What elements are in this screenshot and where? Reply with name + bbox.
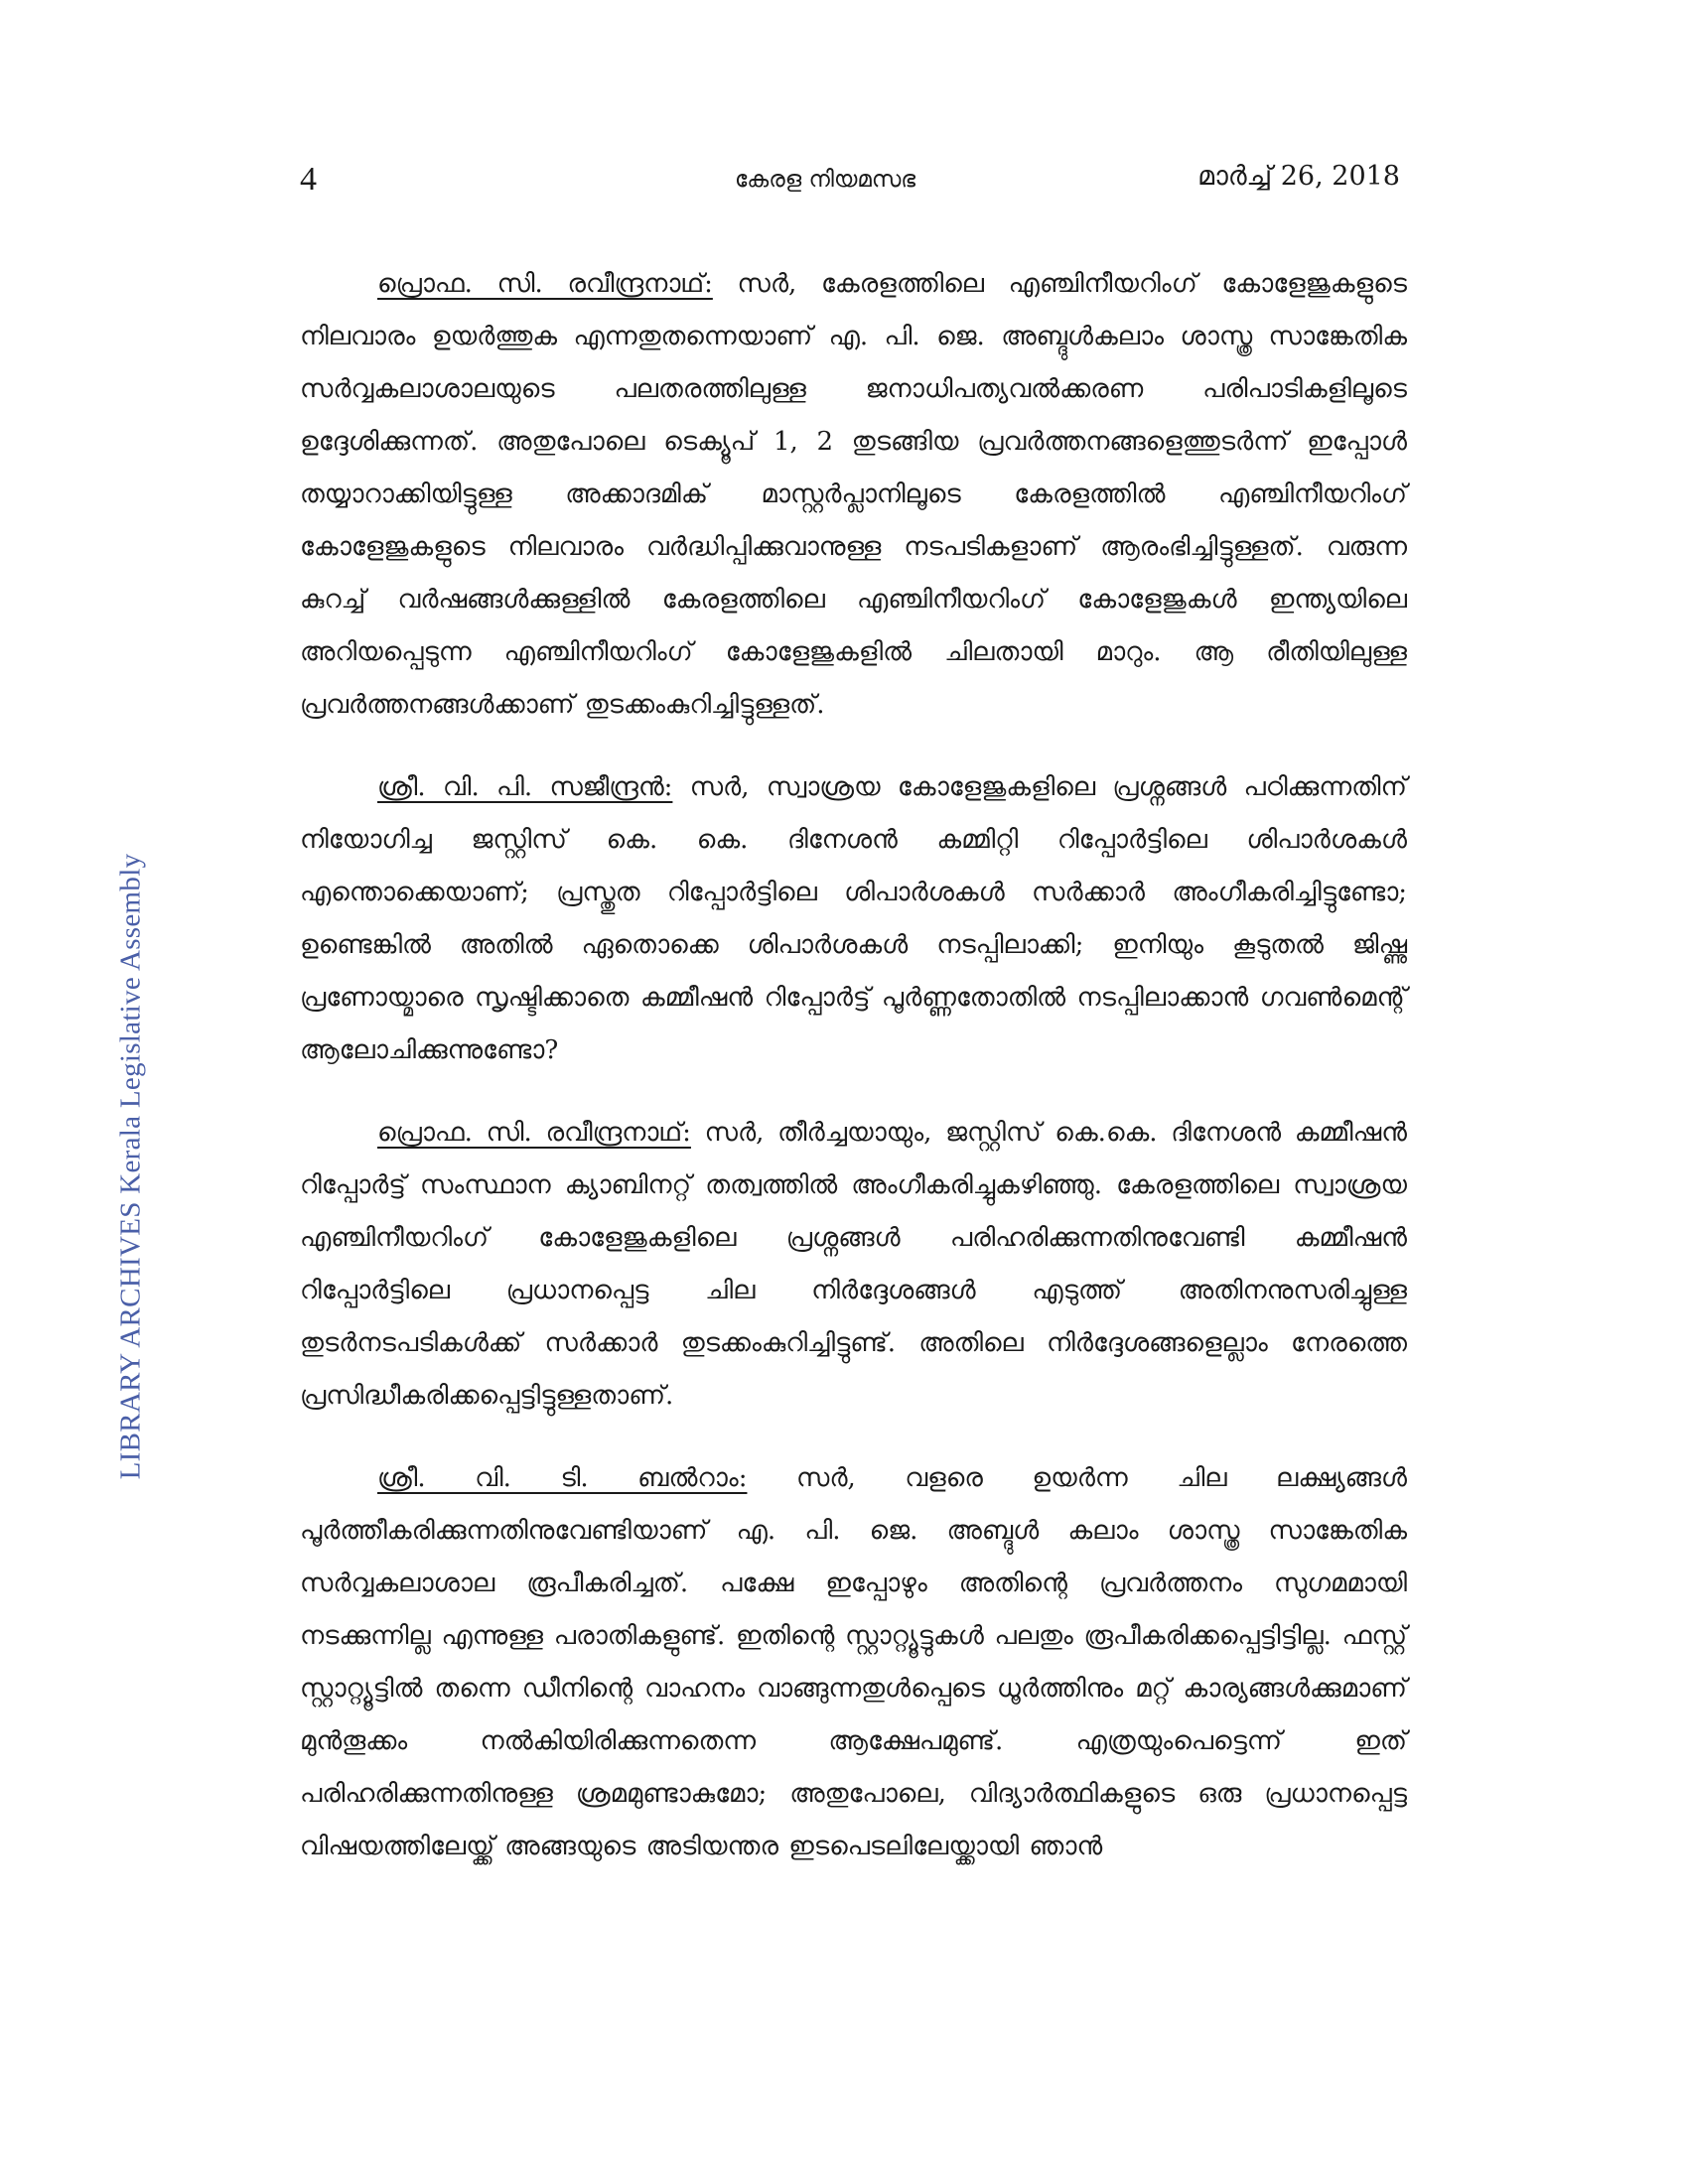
- speech-text: സർ, വളരെ ഉയർന്ന ചില ലക്ഷ്യങ്ങൾ പൂർത്തീകരിക്കുന്നതിനുവേണ്ടിയാണ് എ. പി. ജെ. അബ്ദുൾ കലാം ശാസ്ത്ര സാങ്കേതിക സർവ്വകലാശാല രൂപീകരിച്ചത്. പക്ഷേ ഇപ്പോഴും അതിന്റെ പ്രവർത്തനം സുഗമമായി നടക്കുന്നില്ല എന്നുള്ള പരാതികളുണ്ട്. ഇതിന്റെ സ്റ്റാറ്റ്യൂട്ടുകൾ പലതും രൂപീകരിക്കപ്പെട്ടിട്ടില്ല. ഫസ്റ്റ് സ്റ്റാറ്റ്യൂട്ടിൽ തന്നെ ഡീനിന്റെ വാഹനം വാങ്ങുന്നതുൾപ്പെടെ ധൂർത്തിനും മറ്റ് കാര്യങ്ങൾക്കുമാണ് മുൻതൂക്കം നൽകിയിരിക്കുന്നതെന്ന ആക്ഷേപമുണ്ട്. എത്രയുംപെട്ടെന്ന് ഇത് പരിഹരിക്കുന്നതിനുള്ള ശ്രമമുണ്ടാകുമോ; അതുപോലെ, വിദ്യാർത്ഥികളുടെ ഒരു പ്രധാനപ്പെട്ട വിഷയത്തിലേയ്ക്ക് അങ്ങയുടെ അടിയന്തര ഇടപെടലിലേയ്ക്കായി ഞാൻ: [300, 1463, 1407, 1861]
- speech-text: സർ, തീർച്ചയായും, ജസ്റ്റിസ് കെ.കെ. ദിനേശൻ കമ്മീഷൻ റിപ്പോർട്ട് സംസ്ഥാന ക്യാബിനറ്റ് തത്വത്തിൽ അംഗീകരിച്ചുകഴിഞ്ഞു. കേരളത്തിലെ സ്വാശ്രയ എഞ്ചിനീയറിംഗ് കോളേജുകളിലെ പ്രശ്നങ്ങൾ പരിഹരിക്കുന്നതിനുവേണ്ടി കമ്മീഷൻ റിപ്പോർട്ടിലെ പ്രധാനപ്പെട്ട ചില നിർദ്ദേശങ്ങൾ എടുത്ത് അതിനനുസരിച്ചുള്ള തുടർനടപടികൾക്ക് സർക്കാർ തുടക്കംകുറിച്ചിട്ടുണ്ട്. അതിലെ നിർദ്ദേശങ്ങളെല്ലാം നേരത്തെ പ്രസിദ്ധീകരിക്കപ്പെട്ടിട്ടുള്ളതാണ്.: [300, 1118, 1408, 1411]
- speech-paragraph: [300, 761, 1407, 1077]
- speaker-name: പ്രൊഫ. സി. രവീന്ദ്രനാഥ്:: [377, 269, 713, 299]
- speech-text: സർ, സ്വാശ്രയ കോളേജുകളിലെ പ്രശ്നങ്ങൾ പഠിക്കുന്നതിന് നിയോഗിച്ച ജസ്റ്റിസ് കെ. കെ. ദിനേശൻ കമ്മിറ്റി റിപ്പോർട്ടിലെ ശിപാർശകൾ എന്തൊക്കെയാണ്; പ്രസ്തുത റിപ്പോർട്ടിലെ ശിപാർശകൾ സർക്കാർ അംഗീകരിച്ചിട്ടുണ്ടോ; ഉണ്ടെങ്കിൽ അതിൽ ഏതൊക്കെ ശിപാർശകൾ നടപ്പിലാക്കി; ഇനിയും കൂടുതൽ ജിഷ്ണു പ്രണോയ്മാരെ സൃഷ്ടിക്കാതെ കമ്മീഷൻ റിപ്പോർട്ട് പൂർണ്ണതോതിൽ നടപ്പിലാക്കാൻ ഗവൺമെന്റ് ആലോചിക്കുന്നുണ്ടോ?: [300, 772, 1407, 1065]
- speaker-name: ശ്രീ. വി. ടി. ബൽറാം:: [377, 1463, 748, 1493]
- watermark-text: LIBRARY ARCHIVES Kerala Legislative Assembly: [114, 853, 147, 1480]
- speech-paragraph: [300, 258, 1407, 732]
- proceedings-body: [300, 258, 1407, 1903]
- page-date: മാർച്ച് 26, 2018: [1197, 161, 1400, 192]
- speaker-name: ശ്രീ. വി. പി. സജീന്ദ്രൻ:: [377, 772, 673, 802]
- speech-paragraph: [300, 1452, 1407, 1873]
- speech-paragraph: [300, 1107, 1407, 1423]
- page-number: 4: [300, 161, 317, 198]
- speech-text: സർ, കേരളത്തിലെ എഞ്ചിനീയറിംഗ് കോളേജുകളുടെ നിലവാരം ഉയർത്തുക എന്നതുതന്നെയാണ് എ. പി. ജെ. അബ്ദുൾകലാം ശാസ്ത്ര സാങ്കേതിക സർവ്വകലാശാലയുടെ പലതരത്തിലുള്ള ജനാധിപത്യവൽക്കരണ പരിപാടികളിലൂടെ ഉദ്ദേശിക്കുന്നത്. അതുപോലെ ടെക്യൂപ് 1, 2 തുടങ്ങിയ പ്രവർത്തനങ്ങളെത്തുടർന്ന് ഇപ്പോൾ തയ്യാറാക്കിയിട്ടുള്ള അക്കാദമിക് മാസ്റ്റർപ്ലാനിലൂടെ കേരളത്തിൽ എഞ്ചിനീയറിംഗ് കോളേജുകളുടെ നിലവാരം വർദ്ധിപ്പിക്കുവാനുള്ള നടപടികളാണ് ആരംഭിച്ചിട്ടുള്ളത്. വരുന്ന കുറച്ച് വർഷങ്ങൾക്കുള്ളിൽ കേരളത്തിലെ എഞ്ചിനീയറിംഗ് കോളേജുകൾ ഇന്ത്യയിലെ അറിയപ്പെടുന്ന എഞ്ചിനീയറിംഗ് കോളേജുകളിൽ ചിലതായി മാറും. ആ രീതിയിലുള്ള പ്രവർത്തനങ്ങൾക്കാണ് തുടക്കംകുറിച്ചിട്ടുള്ളത്.: [300, 269, 1407, 720]
- running-title: കേരള നിയമസഭ: [735, 167, 916, 193]
- speaker-name: പ്രൊഫ. സി. രവീന്ദ്രനാഥ്:: [377, 1118, 691, 1148]
